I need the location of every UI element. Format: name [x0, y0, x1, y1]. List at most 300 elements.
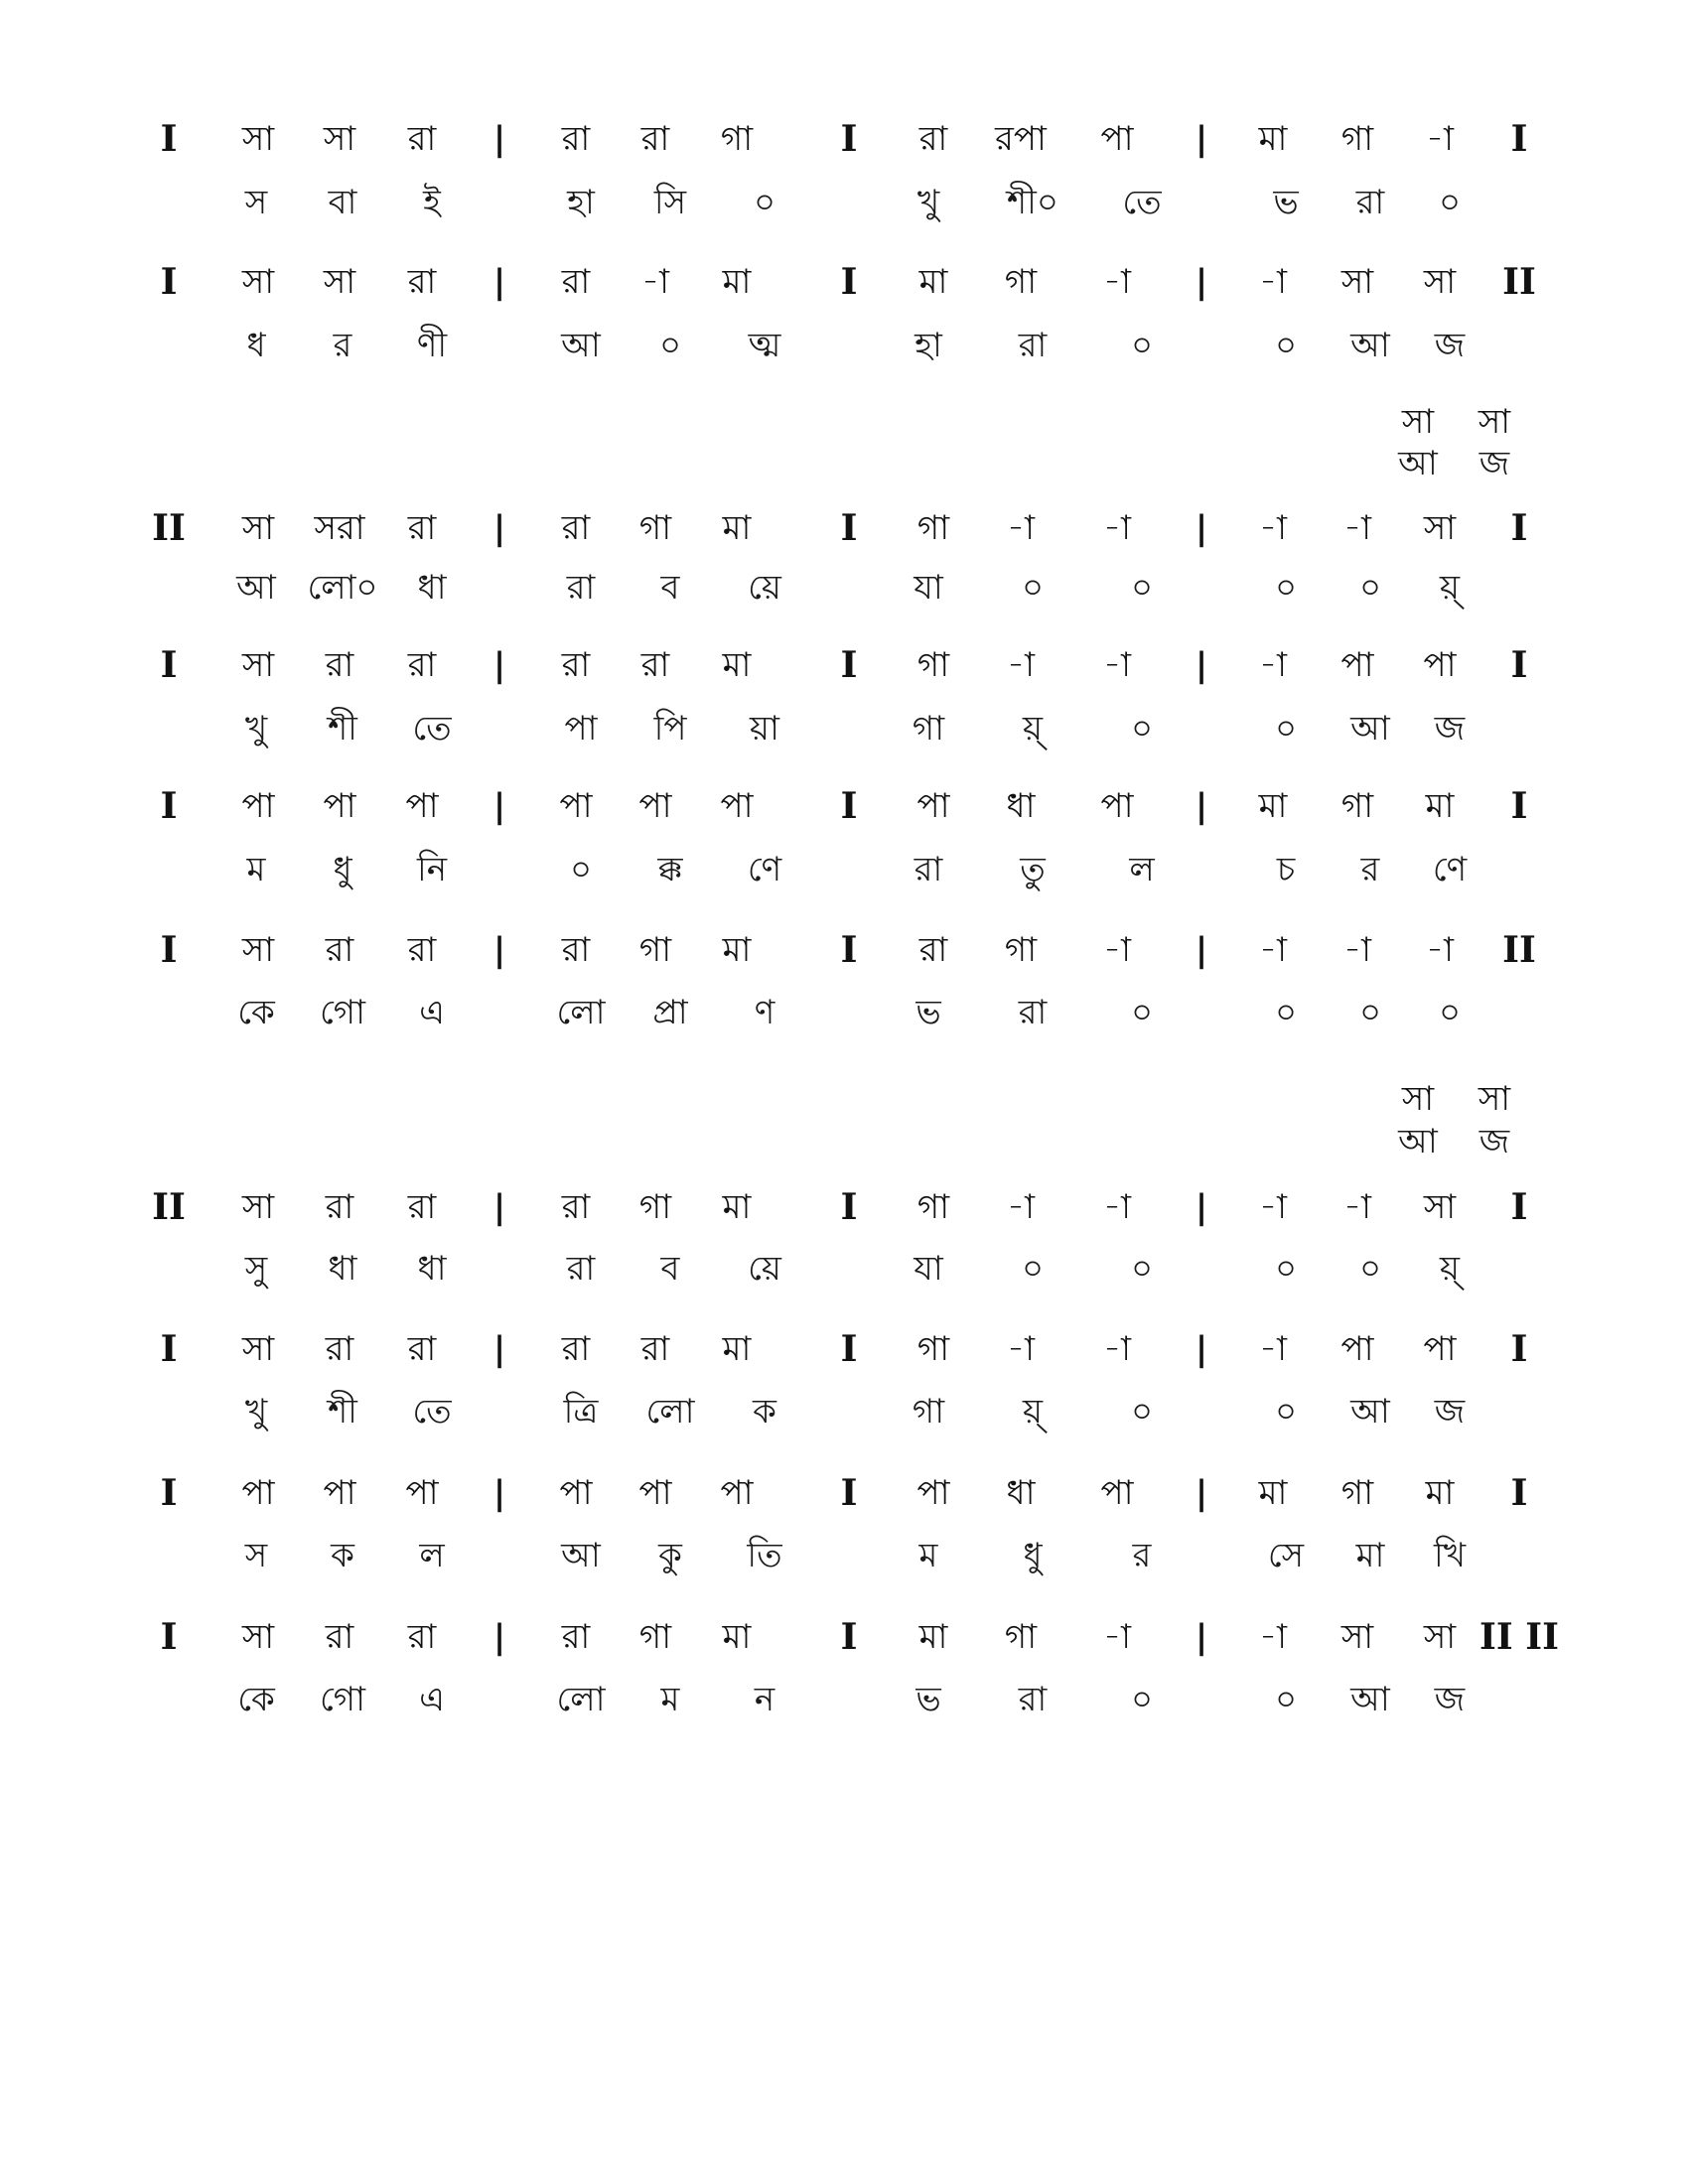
swara-note: সা	[1340, 1617, 1374, 1657]
beat-divider: |	[1195, 930, 1208, 970]
lyric-syllable: ম	[660, 1680, 680, 1719]
lyric-syllable: ০	[1274, 1392, 1298, 1432]
lyric-syllable: চ	[1276, 850, 1296, 889]
lyric-syllable: জ	[1434, 1680, 1466, 1719]
swara-note: পা	[916, 1473, 950, 1513]
lyric-syllable: ক	[331, 1536, 354, 1575]
lyric-syllable: হা	[567, 183, 595, 222]
lyric-syllable: ণে	[1432, 850, 1468, 889]
lyric-syllable: ধু	[1023, 1536, 1043, 1575]
swara-note: রা	[325, 1187, 354, 1227]
bar-line: II	[152, 507, 186, 549]
lyric-syllable: খু	[244, 1392, 268, 1432]
lyric-syllable: ০	[1130, 993, 1154, 1032]
lyric-syllable: স	[244, 183, 268, 222]
notes-row	[0, 117, 1688, 161]
swara-note: -া	[1103, 1187, 1131, 1227]
lyric-syllable: তে	[412, 1392, 452, 1432]
lyric-syllable: ০	[569, 850, 593, 889]
swara-note: পা	[1100, 1473, 1134, 1513]
notes-row	[0, 643, 1688, 687]
lyrics-row	[0, 1534, 1688, 1577]
beat-divider: |	[492, 1617, 506, 1657]
swara-note: মা	[722, 1187, 752, 1227]
bar-line: I	[840, 118, 858, 160]
bar-line: II	[1502, 929, 1536, 971]
bar-line: I	[840, 1186, 858, 1228]
swara-note: রা	[561, 645, 591, 685]
lyric-syllable: য়া	[750, 709, 779, 749]
lyric-syllable: নি	[416, 850, 448, 889]
swara-note: রপা	[995, 119, 1047, 159]
beat-divider: |	[1195, 262, 1208, 302]
swara-note: মা	[1258, 119, 1288, 159]
swara-note: পা	[1423, 645, 1457, 685]
swara-note: রা	[640, 1329, 670, 1369]
lyric-syllable: র	[1132, 1536, 1152, 1575]
bar-line: I	[160, 1616, 178, 1658]
swara-note: রা	[407, 645, 437, 685]
lyric-syllable: কে	[237, 993, 275, 1032]
lyric-syllable: য়্	[1439, 1249, 1461, 1289]
swara-note: গা	[1340, 786, 1374, 826]
lyric-syllable: রা	[1018, 993, 1048, 1032]
swara-note: রা	[407, 1329, 437, 1369]
lyric-syllable: শী	[328, 1392, 357, 1432]
swara-note: গা	[638, 508, 672, 548]
lyric-syllable: ০	[1130, 1392, 1154, 1432]
lyric-syllable: গা	[912, 709, 945, 749]
lyric-syllable: ০	[1358, 568, 1382, 608]
lyric-syllable: ণী	[416, 326, 448, 365]
lyric-syllable: জ	[1434, 709, 1466, 749]
lyric-syllable: আ	[1350, 709, 1390, 749]
swara-note: গা	[1340, 119, 1374, 159]
swara-note: গা	[1004, 262, 1038, 302]
lyric-syllable: ণ	[754, 993, 775, 1032]
lyric-syllable: ত্ম	[748, 326, 781, 365]
swara-note: -া	[1343, 930, 1371, 970]
lyrics-row	[0, 848, 1688, 891]
swara-note: সা	[241, 262, 275, 302]
tail-notes-row	[0, 1077, 1688, 1121]
swara-note: -া	[1343, 508, 1371, 548]
notes-row	[0, 1471, 1688, 1515]
lyric-syllable: মা	[1355, 1536, 1385, 1575]
lyric-syllable: জ	[1478, 444, 1510, 483]
lyric-syllable: রা	[566, 568, 596, 608]
bar-line: I	[160, 118, 178, 160]
tail-lyrics-row	[0, 1120, 1688, 1163]
swara-note: সা	[1423, 1187, 1457, 1227]
swara-note: -া	[1259, 1187, 1287, 1227]
swara-note: পা	[559, 786, 593, 826]
swara-note: পা	[323, 1473, 356, 1513]
lyric-syllable: লো	[645, 1392, 695, 1432]
swara-note: রা	[918, 930, 948, 970]
lyric-syllable: গা	[912, 1392, 945, 1432]
lyric-syllable: পি	[653, 709, 687, 749]
swara-note: রা	[325, 930, 354, 970]
lyric-syllable: তে	[412, 709, 452, 749]
lyric-syllable: ল	[1129, 850, 1155, 889]
beat-divider: |	[492, 1473, 506, 1513]
lyric-syllable: ক্ক	[657, 850, 683, 889]
beat-divider: |	[1195, 786, 1208, 826]
bar-line: I	[160, 1472, 178, 1514]
swara-note: রা	[640, 119, 670, 159]
swara-note: সা	[1477, 1079, 1511, 1119]
beat-divider: |	[492, 930, 506, 970]
notes-row	[0, 1615, 1688, 1659]
bar-line: I	[160, 1328, 178, 1370]
notes-row	[0, 784, 1688, 828]
bar-line: II	[152, 1186, 186, 1228]
beat-divider: |	[1195, 119, 1208, 159]
swara-note: পা	[638, 786, 672, 826]
lyric-syllable: লো০	[307, 568, 378, 608]
swara-note: গা	[720, 119, 754, 159]
lyric-syllable: আ	[561, 1536, 601, 1575]
swara-note: সা	[241, 508, 275, 548]
lyric-syllable: ০	[1021, 568, 1045, 608]
lyric-syllable: স	[244, 1536, 268, 1575]
swara-note: গা	[1340, 1473, 1374, 1513]
lyric-syllable: ধা	[417, 1249, 447, 1289]
bar-line: I	[840, 644, 858, 686]
swara-note: রা	[561, 1329, 591, 1369]
swara-note: পা	[638, 1473, 672, 1513]
swara-note: মা	[1425, 1473, 1455, 1513]
swara-note: মা	[1258, 786, 1288, 826]
swara-note: -া	[1103, 1617, 1131, 1657]
lyric-syllable: তি	[747, 1536, 782, 1575]
lyric-syllable: সু	[244, 1249, 268, 1289]
lyrics-row	[0, 566, 1688, 610]
lyric-syllable: ০	[1438, 183, 1462, 222]
lyric-syllable: ক	[753, 1392, 776, 1432]
lyric-syllable: ই	[423, 183, 441, 222]
lyric-syllable: ০	[1274, 993, 1298, 1032]
lyric-syllable: লো	[556, 993, 606, 1032]
bar-line: I	[840, 1328, 858, 1370]
lyric-syllable: হা	[914, 326, 942, 365]
swara-note: রা	[561, 119, 591, 159]
beat-divider: |	[492, 1329, 506, 1369]
lyric-syllable: ন	[754, 1680, 775, 1719]
lyric-syllable: যা	[914, 1249, 943, 1289]
swara-note: রা	[325, 645, 354, 685]
swara-note: মা	[722, 262, 752, 302]
lyric-syllable: জ	[1434, 326, 1466, 365]
swara-note: সা	[323, 262, 356, 302]
swara-note: মা	[918, 262, 948, 302]
lyric-syllable: ০	[753, 183, 776, 222]
swara-note: রা	[561, 1617, 591, 1657]
lyric-syllable: বা	[328, 183, 357, 222]
lyric-syllable: আ	[1350, 1392, 1390, 1432]
beat-divider: |	[492, 508, 506, 548]
lyric-syllable: ০	[1021, 1249, 1045, 1289]
swara-note: সা	[1401, 1079, 1435, 1119]
swara-note: সরা	[314, 508, 365, 548]
lyric-syllable: রা	[914, 850, 943, 889]
bar-line: II	[1502, 261, 1536, 303]
swara-note: রা	[325, 1617, 354, 1657]
beat-divider: |	[492, 119, 506, 159]
lyric-syllable: ০	[1358, 1249, 1382, 1289]
lyric-syllable: আ	[1350, 326, 1390, 365]
lyric-syllable: য়্	[1439, 568, 1461, 608]
swara-note: পা	[1340, 645, 1374, 685]
swara-note: সা	[1423, 262, 1457, 302]
lyric-syllable: ০	[1274, 326, 1298, 365]
lyric-syllable: আ	[1398, 1122, 1438, 1161]
lyric-syllable: শী০	[1007, 183, 1058, 222]
swara-note: সা	[241, 930, 275, 970]
swara-note: সা	[241, 1329, 275, 1369]
lyric-syllable: ০	[1130, 326, 1154, 365]
bar-line: I	[160, 644, 178, 686]
swara-note: গা	[638, 930, 672, 970]
lyrics-row	[0, 991, 1688, 1034]
swara-note: রা	[407, 508, 437, 548]
swara-note: গা	[916, 645, 950, 685]
swara-note: রা	[407, 119, 437, 159]
swara-note: গা	[1004, 1617, 1038, 1657]
swara-note: মা	[1425, 786, 1455, 826]
lyric-syllable: ০	[1358, 993, 1382, 1032]
notes-row	[0, 506, 1688, 550]
lyric-syllable: জ	[1478, 1122, 1510, 1161]
notes-row	[0, 1327, 1688, 1371]
swara-note: -া	[1103, 1329, 1131, 1369]
swara-note: -া	[1259, 1329, 1287, 1369]
swara-note: রা	[640, 645, 670, 685]
swara-note: পা	[720, 786, 754, 826]
swara-note: পা	[720, 1473, 754, 1513]
lyrics-row	[0, 1247, 1688, 1291]
lyric-syllable: ০	[1130, 1680, 1154, 1719]
lyric-syllable: য়্	[1022, 1392, 1044, 1432]
lyric-syllable: সে	[1267, 1536, 1305, 1575]
lyric-syllable: ০	[1274, 1680, 1298, 1719]
swara-note: রা	[561, 508, 591, 548]
swara-note: গা	[1004, 930, 1038, 970]
lyric-syllable: ০	[1438, 993, 1462, 1032]
lyric-syllable: লো	[556, 1680, 606, 1719]
lyric-syllable: য়ে	[748, 568, 781, 608]
lyric-syllable: জ	[1434, 1392, 1466, 1432]
swara-note: রা	[325, 1329, 354, 1369]
lyric-syllable: রা	[1355, 183, 1385, 222]
lyric-syllable: ০	[1130, 568, 1154, 608]
bar-line: I	[840, 1472, 858, 1514]
swara-note: পা	[1100, 786, 1134, 826]
lyric-syllable: আ	[561, 326, 601, 365]
lyric-syllable: রা	[1018, 1680, 1048, 1719]
lyric-syllable: ধু	[333, 850, 352, 889]
swara-note: -া	[1259, 930, 1287, 970]
bar-line: I	[1510, 118, 1528, 160]
swara-note: -া	[1103, 645, 1131, 685]
lyric-syllable: ভ	[915, 1680, 941, 1719]
lyrics-row	[0, 1678, 1688, 1721]
lyric-syllable: প্রা	[652, 993, 688, 1032]
beat-divider: |	[492, 1187, 506, 1227]
swara-note: পা	[323, 786, 356, 826]
swara-note: সা	[1423, 1617, 1457, 1657]
swara-note: গা	[638, 1187, 672, 1227]
beat-divider: |	[1195, 508, 1208, 548]
swara-note: ধা	[1006, 786, 1036, 826]
beat-divider: |	[1195, 645, 1208, 685]
swara-note: -া	[641, 262, 669, 302]
swara-note: -া	[1007, 508, 1035, 548]
bar-line: I	[1510, 1472, 1528, 1514]
bar-line: I	[840, 261, 858, 303]
swara-note: সা	[241, 119, 275, 159]
swara-note: গা	[916, 508, 950, 548]
lyric-syllable: ভ	[915, 993, 941, 1032]
lyric-syllable: য়ে	[748, 1249, 781, 1289]
lyric-syllable: তু	[1020, 850, 1046, 889]
bar-line: I	[1510, 1186, 1528, 1228]
swara-note: -া	[1007, 645, 1035, 685]
notes-row	[0, 1185, 1688, 1229]
tail-notes-row	[0, 400, 1688, 444]
swara-note: -া	[1259, 508, 1287, 548]
lyric-syllable: গো	[320, 993, 365, 1032]
beat-divider: |	[492, 645, 506, 685]
swara-note: রা	[407, 930, 437, 970]
swara-note: -া	[1103, 508, 1131, 548]
beat-divider: |	[1195, 1617, 1208, 1657]
bar-line: I	[1510, 644, 1528, 686]
swara-note: -া	[1103, 262, 1131, 302]
tail-lyrics-row	[0, 442, 1688, 485]
swara-note: সা	[323, 119, 356, 159]
swara-note: মা	[918, 1617, 948, 1657]
lyric-syllable: রা	[1018, 326, 1048, 365]
lyric-syllable: ভ	[1273, 183, 1299, 222]
swara-note: রা	[561, 262, 591, 302]
lyric-syllable: গো	[320, 1680, 365, 1719]
swara-note: গা	[638, 1617, 672, 1657]
lyric-syllable: ব	[660, 568, 680, 608]
bar-line: I	[160, 261, 178, 303]
swara-note: ধা	[1006, 1473, 1036, 1513]
lyric-syllable: ধা	[328, 1249, 357, 1289]
beat-divider: |	[492, 786, 506, 826]
swara-note: সা	[1340, 262, 1374, 302]
swara-note: মা	[1258, 1473, 1288, 1513]
swara-note: সা	[241, 645, 275, 685]
lyric-syllable: যা	[914, 568, 943, 608]
lyric-syllable: এ	[419, 1680, 445, 1719]
swara-note: সা	[1423, 508, 1457, 548]
lyric-syllable: ০	[1274, 568, 1298, 608]
lyric-syllable: কে	[237, 1680, 275, 1719]
swara-note: রা	[918, 119, 948, 159]
lyrics-row	[0, 181, 1688, 224]
bar-line: I	[160, 785, 178, 827]
swara-note: রা	[407, 1617, 437, 1657]
swara-note: -া	[1343, 1187, 1371, 1227]
beat-divider: |	[1195, 1187, 1208, 1227]
lyric-syllable: ল	[419, 1536, 445, 1575]
bar-line: I	[1510, 507, 1528, 549]
swara-note: মা	[722, 1617, 752, 1657]
swara-note: রা	[561, 1187, 591, 1227]
swara-note: গা	[916, 1329, 950, 1369]
lyric-syllable: র	[333, 326, 352, 365]
swara-note: -া	[1426, 119, 1454, 159]
swara-note: সা	[1477, 402, 1511, 442]
swara-note: -া	[1259, 1617, 1287, 1657]
swara-note: -া	[1007, 1329, 1035, 1369]
bar-line: I	[1510, 785, 1528, 827]
swara-note: পা	[559, 1473, 593, 1513]
lyric-syllable: ০	[1130, 709, 1154, 749]
lyric-syllable: রা	[566, 1249, 596, 1289]
lyric-syllable: ম	[918, 1536, 938, 1575]
lyric-syllable: এ	[419, 993, 445, 1032]
swara-note: পা	[1340, 1329, 1374, 1369]
swara-note: -া	[1007, 1187, 1035, 1227]
beat-divider: |	[1195, 1473, 1208, 1513]
lyric-syllable: আ	[236, 568, 276, 608]
swara-note: পা	[1100, 119, 1134, 159]
beat-divider: |	[1195, 1329, 1208, 1369]
bar-line: I	[840, 1616, 858, 1658]
lyric-syllable: ০	[1274, 1249, 1298, 1289]
swara-note: মা	[722, 645, 752, 685]
bar-line: I	[840, 785, 858, 827]
swara-note: সা	[241, 1617, 275, 1657]
lyric-syllable: খু	[916, 183, 940, 222]
lyrics-row	[0, 707, 1688, 751]
lyric-syllable: আ	[1398, 444, 1438, 483]
bar-line: II II	[1479, 1616, 1559, 1658]
swara-note: পা	[1423, 1329, 1457, 1369]
swara-note: সা	[1401, 402, 1435, 442]
swara-note: পা	[916, 786, 950, 826]
lyric-syllable: ০	[658, 326, 682, 365]
beat-divider: |	[492, 262, 506, 302]
swara-note: -া	[1259, 645, 1287, 685]
lyric-syllable: ব	[660, 1249, 680, 1289]
swara-note: -া	[1259, 262, 1287, 302]
swara-note: রা	[561, 930, 591, 970]
lyric-syllable: ণে	[747, 850, 782, 889]
lyric-syllable: সি	[653, 183, 687, 222]
swara-note: মা	[722, 1329, 752, 1369]
lyric-syllable: ০	[1274, 709, 1298, 749]
swara-note: পা	[241, 786, 275, 826]
swara-note: পা	[241, 1473, 275, 1513]
lyric-syllable: ধা	[417, 568, 447, 608]
swara-note: সা	[241, 1187, 275, 1227]
lyric-syllable: ধ	[246, 326, 266, 365]
lyric-syllable: ত্রি	[563, 1392, 599, 1432]
swara-note: গা	[916, 1187, 950, 1227]
bar-line: I	[1510, 1328, 1528, 1370]
lyric-syllable: আ	[1350, 1680, 1390, 1719]
swara-note: রা	[407, 262, 437, 302]
lyric-syllable: কু	[658, 1536, 682, 1575]
swara-note: পা	[405, 1473, 439, 1513]
